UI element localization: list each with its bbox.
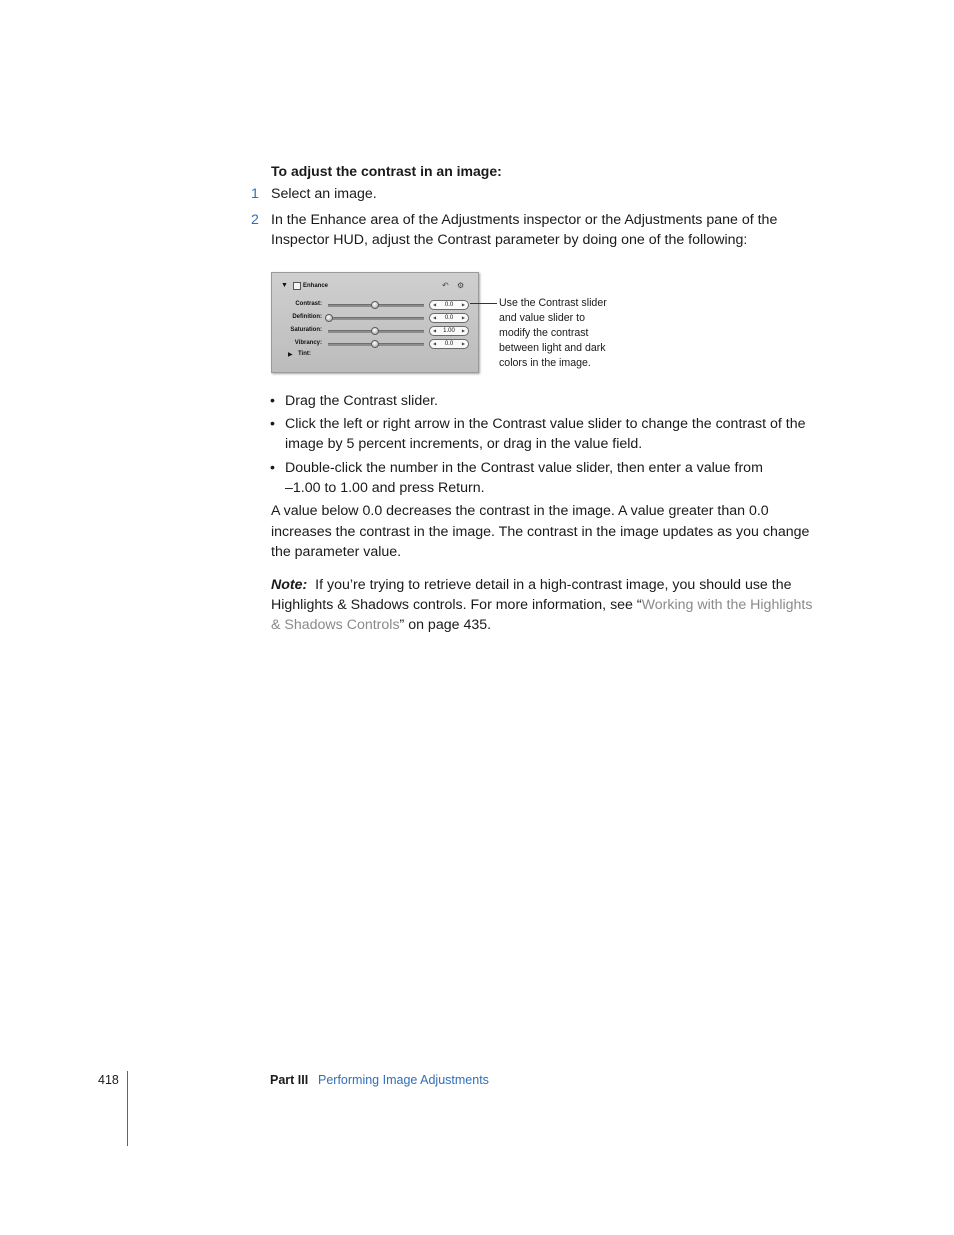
bullet-icon: • — [270, 416, 275, 432]
bullet-icon: • — [270, 460, 275, 476]
step-number: 2 — [251, 212, 259, 228]
undo-icon: ↶ — [442, 281, 449, 290]
contrast-label: Contrast: — [295, 301, 322, 307]
definition-label: Definition: — [292, 314, 322, 320]
note-line: & Shadows Controls” on page 435. — [271, 617, 492, 633]
note-line: Note: If you’re trying to retrieve detail in a high-contrast image, you should use the — [271, 577, 792, 593]
bullet-text: Drag the Contrast slider. — [285, 393, 438, 409]
step-text: Inspector HUD, adjust the Contrast parameter by doing one of the following: — [271, 232, 748, 248]
cross-reference-link[interactable]: & Shadows Controls — [271, 617, 400, 633]
step-text: Select an image. — [271, 186, 377, 202]
vibrancy-value-slider: ◀ 0.0 ▶ — [429, 339, 469, 349]
disclosure-triangle-icon: ▼ — [281, 282, 288, 289]
bullet-text: image by 5 percent increments, or drag in the value field. — [285, 436, 643, 452]
vibrancy-slider-knob — [371, 340, 379, 348]
contrast-slider-knob — [371, 301, 379, 309]
callout-line — [470, 303, 497, 304]
enhance-panel-screenshot — [271, 272, 479, 373]
vibrancy-label: Vibrancy: — [294, 340, 322, 346]
note-line: Highlights & Shadows controls. For more information, see “Working with the Highlights — [271, 597, 813, 613]
note-label: Note: — [271, 577, 308, 593]
bullet-text: –1.00 to 1.00 and press Return. — [285, 480, 485, 496]
panel-title: Enhance — [303, 283, 329, 289]
step-text: In the Enhance area of the Adjustments inspector or the Adjustments pane of the — [271, 212, 778, 228]
body-paragraph: increases the contrast in the image. The contrast in the image updates as you change — [271, 524, 810, 540]
enhance-checkbox — [293, 282, 301, 290]
part-title: Performing Image Adjustments — [318, 1073, 489, 1087]
procedure-heading: To adjust the contrast in an image: — [271, 163, 502, 179]
bullet-text: Double-click the number in the Contrast value slider, then enter a value from — [285, 460, 763, 476]
body-paragraph: A value below 0.0 decreases the contrast in the image. A value greater than 0.0 — [271, 503, 769, 519]
saturation-slider-knob — [371, 327, 379, 335]
bullet-text: Click the left or right arrow in the Contrast value slider to change the contrast of the — [285, 416, 806, 432]
body-paragraph: the parameter value. — [271, 544, 402, 560]
cross-reference-link[interactable]: Working with the Highlights — [641, 597, 813, 613]
page-number: 418 — [98, 1073, 119, 1087]
contrast-value-slider: ◀ 0.0 ▶ — [429, 300, 469, 310]
tint-label: Tint: — [298, 351, 311, 357]
saturation-value-slider: ◀ 1.00 ▶ — [429, 326, 469, 336]
definition-slider-track — [328, 317, 424, 320]
callout-text: Use the Contrast slider and value slider to modify the contrast between light and dark colors in the image. — [499, 297, 607, 369]
footer-rule — [127, 1071, 128, 1146]
step-number: 1 — [251, 186, 259, 202]
part-label: Part III — [270, 1073, 309, 1087]
definition-slider-knob — [325, 314, 333, 322]
tint-disclosure-icon: ▶ — [288, 352, 293, 358]
gear-icon: ⚙ — [457, 281, 465, 290]
definition-value-slider: ◀ 0.0 ▶ — [429, 313, 469, 323]
bullet-icon: • — [270, 393, 275, 409]
saturation-label: Saturation: — [290, 327, 322, 333]
